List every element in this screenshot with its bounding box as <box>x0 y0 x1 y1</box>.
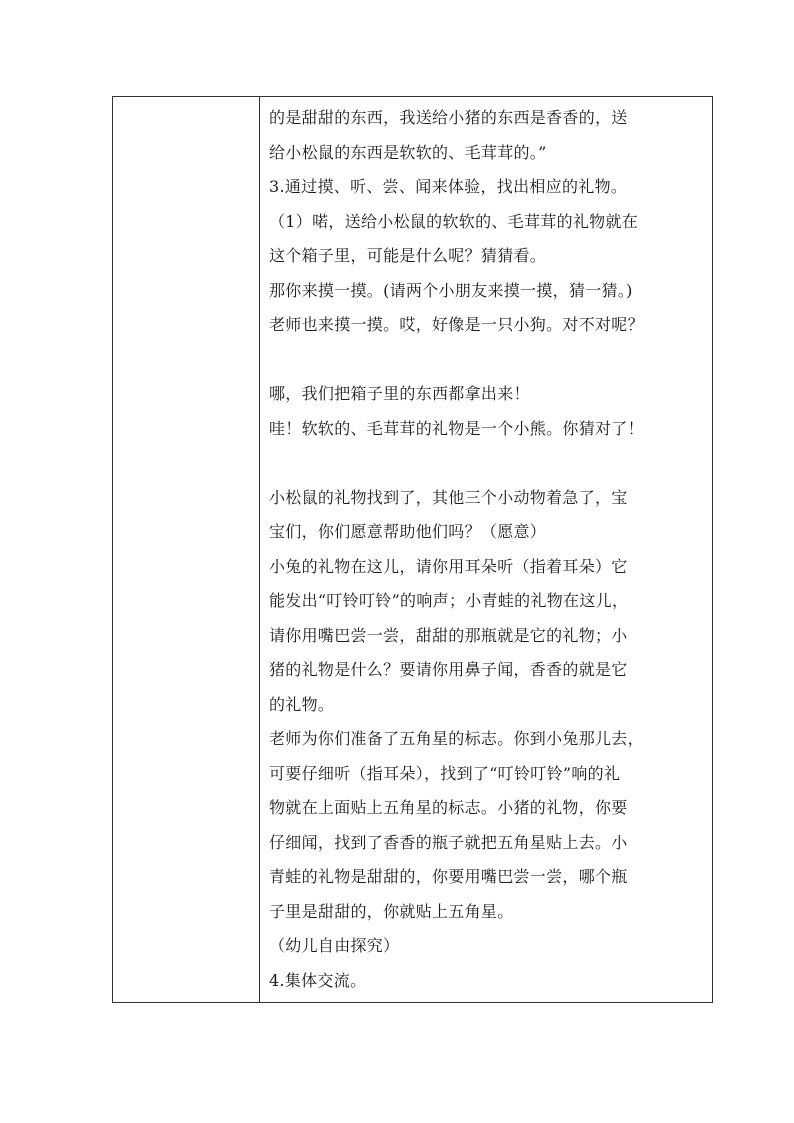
text-line: 小兔的礼物在这儿，请你用耳朵听（指着耳朵）它 <box>269 556 628 576</box>
text-line: 老师为你们准备了五角星的标志。你到小兔那儿去， <box>269 729 644 748</box>
blank-line <box>269 446 706 481</box>
text-line: 那你来摸一摸。(请两个小朋友来摸一摸，猜一猜。) <box>269 280 633 300</box>
text-line: 老师也来摸一摸。哎，好像是一只小狗。对不对呢？ <box>269 315 644 334</box>
text-line: 的是甜甜的东西，我送给小猪的东西是香香的，送 <box>269 108 628 127</box>
text-line: 仔细闻，找到了香香的瓶子就把五角星贴上去。小 <box>269 832 628 852</box>
step-heading: 3.通过摸、听、尝、闻来体验，找出相应的礼物。 <box>269 177 628 196</box>
text-line: 猪的礼物是什么？要请你用鼻子闻，香香的就是它 <box>269 660 628 679</box>
text-line: 小松鼠的礼物找到了，其他三个小动物着急了，宝 <box>269 487 628 507</box>
table-row <box>113 97 713 1003</box>
text-line: （幼儿自由探究） <box>269 936 400 955</box>
content-cell <box>260 97 713 1003</box>
text-line: 哪，我们把箱子里的东西都拿出来！ <box>269 384 530 403</box>
text-line: 宝们，你们愿意帮助他们吗？（愿意） <box>269 522 547 541</box>
lesson-plan-table <box>112 96 713 1003</box>
text-line: 子里是甜甜的，你就贴上五角星。 <box>269 901 514 921</box>
text-line: 青蛙的礼物是甜甜的，你要用嘴巴尝一尝，哪个瓶 <box>269 867 628 886</box>
text-line: 可要仔细听（指耳朵），找到了“叮铃叮铃”响的礼 <box>269 763 621 783</box>
text-line: 哇！软软的、毛茸茸的礼物是一个小熊。你猜对了！ <box>269 418 644 438</box>
text-line: 给小松鼠的东西是软软的、毛茸茸的。” <box>269 142 547 162</box>
text-line: 能发出“叮铃叮铃”的响声；小青蛙的礼物在这儿， <box>269 591 629 610</box>
text-line: 请你用嘴巴尝一尝，甜甜的那瓶就是它的礼物；小 <box>269 625 628 645</box>
blank-line <box>269 343 706 378</box>
left-column-cell <box>113 97 260 1003</box>
text-line: 的礼物。 <box>269 694 335 714</box>
step-heading: 4.集体交流。 <box>269 970 367 990</box>
text-line: （1）喏，送给小松鼠的软软的、毛茸茸的礼物就在 <box>269 211 639 231</box>
text-line: 物就在上面贴上五角星的标志。小猪的礼物，你要 <box>269 798 628 817</box>
text-line: 这个箱子里，可能是什么呢？猜猜看。 <box>269 246 547 265</box>
